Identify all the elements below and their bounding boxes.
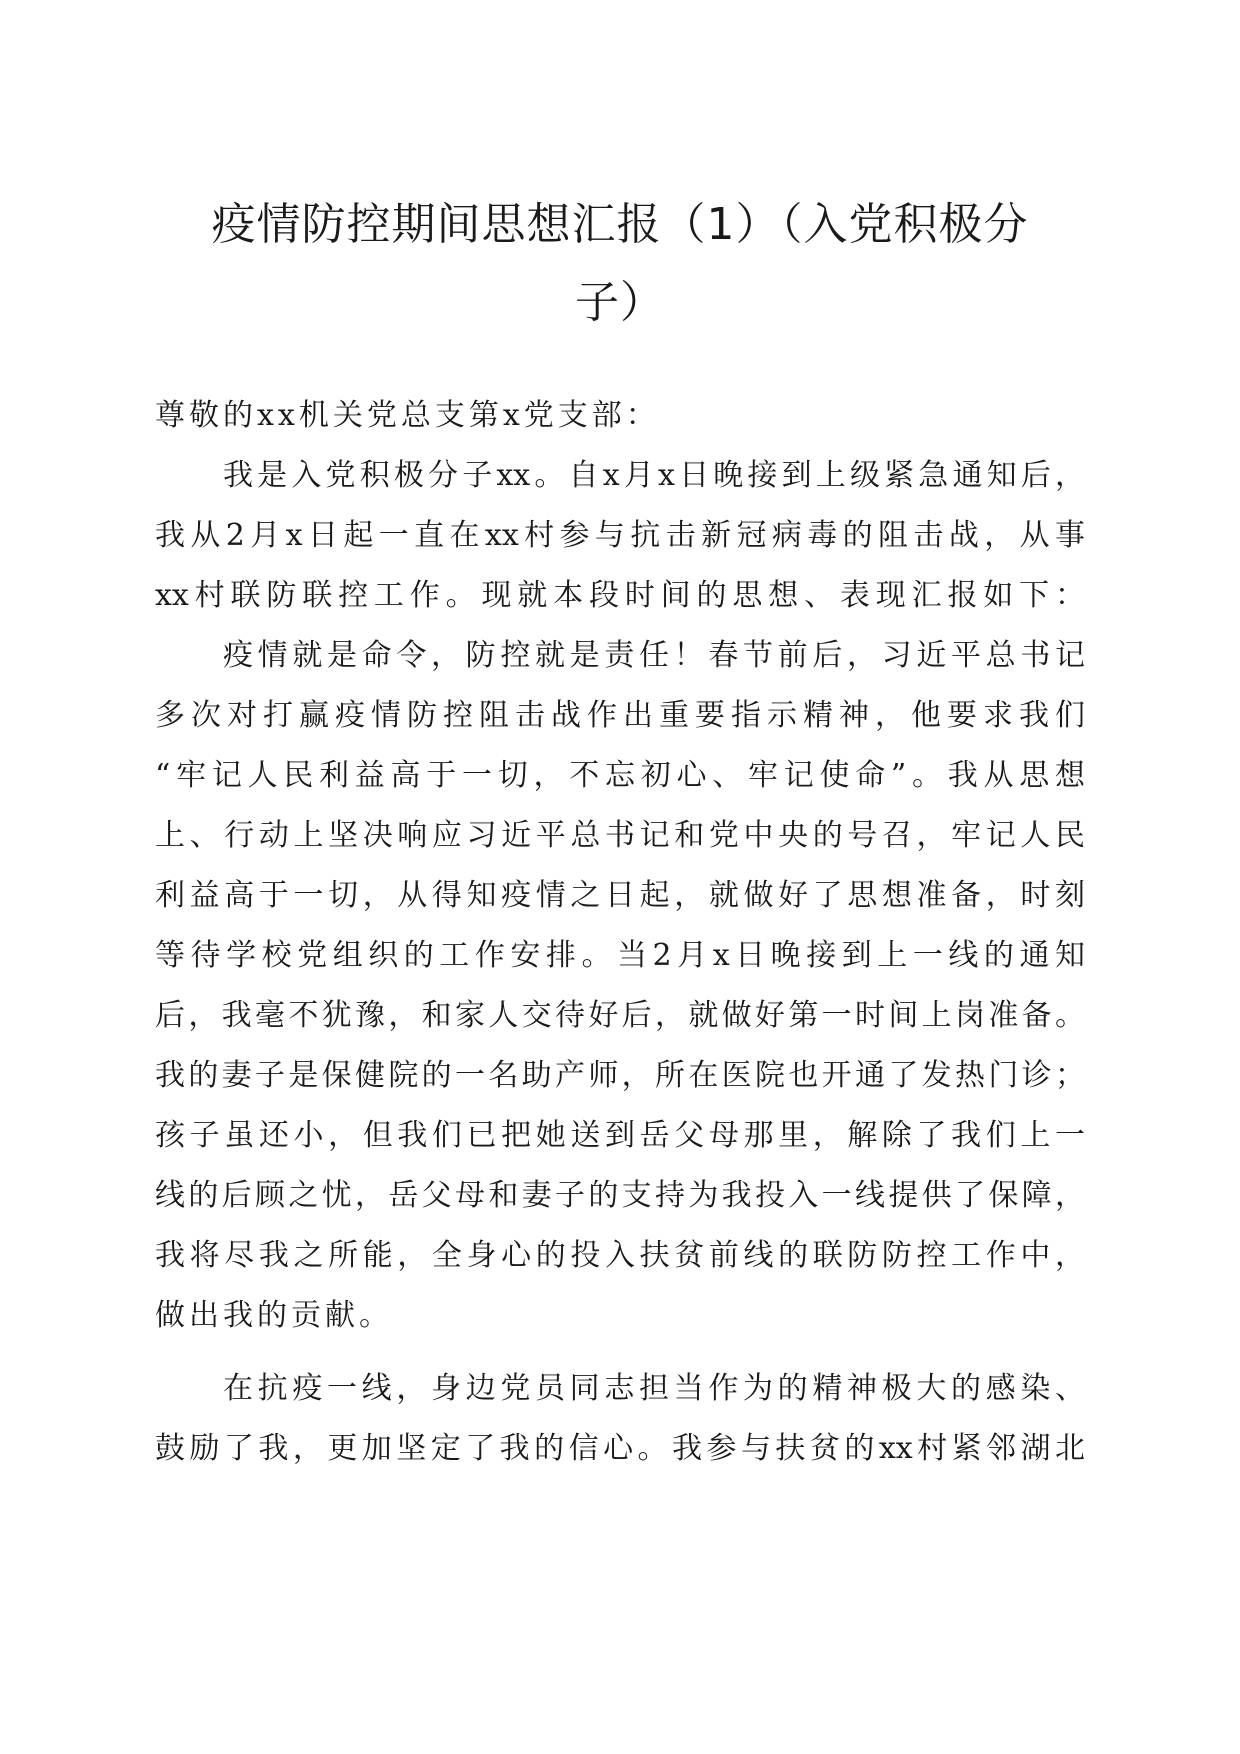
paragraph-2-line: 上、行动上坚决响应习近平总书记和党中央的号召，牢记人民 [155,818,1085,853]
paragraph-2-line: 我的妻子是保健院的一名助产师，所在医院也开通了发热门诊； [155,1058,1085,1093]
paragraph-1-line: 我从2月x日起一直在xx村参与抗击新冠病毒的阻击战，从事 [155,518,1085,553]
paragraph-3-line: 在抗疫一线，身边党员同志担当作为的精神极大的感染、 [223,1371,1085,1406]
title-line: 疫情防控期间思想汇报（1）（入党积极分 [211,199,1029,250]
paragraph-2-line: 做出我的贡献。 [155,1298,393,1333]
paragraph-1-line: xx村联防联控工作。现就本段时间的思想、表现汇报如下： [155,578,1085,613]
document-body [155,386,1085,1479]
paragraph-2-line: “牢记人民利益高于一切，不忘初心、牢记使命”。我从思想 [155,758,1085,793]
document-title [150,186,1090,342]
paragraph-2-line: 我将尽我之所能，全身心的投入扶贫前线的联防防控工作中， [155,1238,1085,1273]
paragraph-2-line: 疫情就是命令，防控就是责任！春节前后，习近平总书记 [223,638,1085,673]
salutation: 尊敬的xx机关党总支第x党支部： [155,398,660,433]
paragraph-2-line: 孩子虽还小，但我们已把她送到岳父母那里，解除了我们上一 [155,1118,1085,1153]
paragraph-gap [155,1346,1085,1359]
paragraph-2-line: 线的后顾之忧，岳父母和妻子的支持为我投入一线提供了保障， [155,1178,1085,1213]
paragraph-2-line: 后，我毫不犹豫，和家人交待好后，就做好第一时间上岗准备。 [155,998,1085,1033]
paragraph-2-line: 多次对打赢疫情防控阻击战作出重要指示精神，他要求我们 [155,698,1085,733]
title-line: 子） [575,277,665,328]
paragraph-2-line: 等待学校党组织的工作安排。当2月x日晚接到上一线的通知 [155,938,1085,973]
paragraph-2-line: 利益高于一切，从得知疫情之日起，就做好了思想准备，时刻 [155,878,1085,913]
paragraph-3-line: 鼓励了我，更加坚定了我的信心。我参与扶贫的xx村紧邻湖北 [155,1431,1085,1466]
paragraph-1-line: 我是入党积极分子xx。自x月x日晚接到上级紧急通知后， [223,458,1085,493]
